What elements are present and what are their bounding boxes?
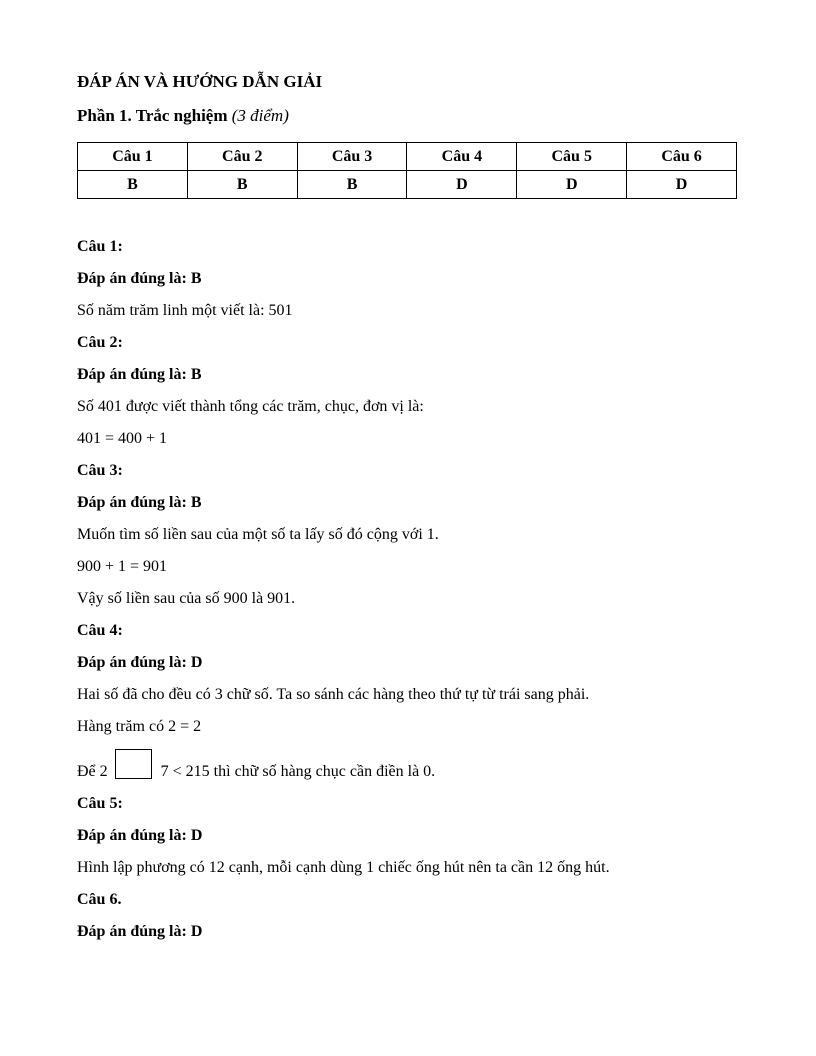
correct-answer-line: Đáp án đúng là: B	[77, 366, 202, 383]
blank-line-suffix: 7 < 215 thì chữ số hàng chục cần điền là 0.	[160, 763, 436, 780]
answer-table-header-row	[78, 143, 737, 171]
answer-table-header-cau-4: Câu 4	[407, 143, 517, 171]
explanation-line: Vậy số liền sau của số 900 là 901.	[77, 590, 296, 607]
answer-table-header-cau-6: Câu 6	[627, 143, 737, 171]
explanation-line: Số năm trăm linh một viết là: 501	[77, 302, 293, 319]
answer-table-cell-4: D	[407, 171, 517, 199]
answer-table-cell-6: D	[627, 171, 737, 199]
answer-table	[77, 142, 737, 199]
solution-cau-1	[77, 237, 737, 320]
answer-table-header-cau-5: Câu 5	[517, 143, 627, 171]
explanation-line: Muốn tìm số liền sau của một số ta lấy số đó cộng với 1.	[77, 526, 439, 543]
answer-table-cell-5: D	[517, 171, 627, 199]
answer-table-cell-2: B	[187, 171, 297, 199]
solution-cau-2	[77, 333, 737, 448]
explanation-line: Hàng trăm có 2 = 2	[77, 718, 202, 735]
answer-table-cell-1: B	[78, 171, 188, 199]
answer-table-header-cau-2: Câu 2	[187, 143, 297, 171]
correct-answer-line: Đáp án đúng là: D	[77, 923, 203, 940]
correct-answer-line: Đáp án đúng là: D	[77, 654, 203, 671]
answer-table-cell-3: B	[297, 171, 407, 199]
explanation-line-with-blank	[77, 749, 737, 781]
explanation-line: 900 + 1 = 901	[77, 558, 168, 575]
solution-cau-4	[77, 621, 737, 781]
document-title: ĐÁP ÁN VÀ HƯỚNG DẪN GIẢI	[77, 72, 323, 91]
question-heading: Câu 1:	[77, 238, 123, 255]
question-heading: Câu 2:	[77, 334, 123, 351]
section-points-note: (3 điểm)	[231, 106, 289, 125]
solution-cau-6	[77, 890, 737, 941]
solution-cau-5	[77, 794, 737, 877]
explanation-line: Hình lập phương có 12 cạnh, mỗi cạnh dùng 1 chiếc ống hút nên ta cần 12 ống hút.	[77, 859, 610, 876]
answer-table-header-cau-3: Câu 3	[297, 143, 407, 171]
section-heading	[77, 106, 737, 126]
question-heading: Câu 5:	[77, 795, 123, 812]
blank-digit-box	[115, 749, 152, 779]
answer-table-header-cau-1: Câu 1	[78, 143, 188, 171]
question-heading: Câu 3:	[77, 462, 123, 479]
solution-cau-3	[77, 461, 737, 608]
correct-answer-line: Đáp án đúng là: B	[77, 494, 202, 511]
explanation-line: 401 = 400 + 1	[77, 430, 168, 447]
explanation-line: Số 401 được viết thành tổng các trăm, chục, đơn vị là:	[77, 398, 424, 415]
correct-answer-line: Đáp án đúng là: B	[77, 270, 202, 287]
answer-table-answer-row	[78, 171, 737, 199]
explanation-line: Hai số đã cho đều có 3 chữ số. Ta so sánh các hàng theo thứ tự từ trái sang phải.	[77, 686, 590, 703]
section-heading-text: Phần 1. Trắc nghiệm	[77, 106, 228, 125]
question-heading: Câu 4:	[77, 622, 123, 639]
question-heading: Câu 6.	[77, 891, 122, 908]
correct-answer-line: Đáp án đúng là: D	[77, 827, 203, 844]
blank-line-prefix: Để 2	[77, 763, 108, 780]
solutions-section	[77, 237, 737, 941]
